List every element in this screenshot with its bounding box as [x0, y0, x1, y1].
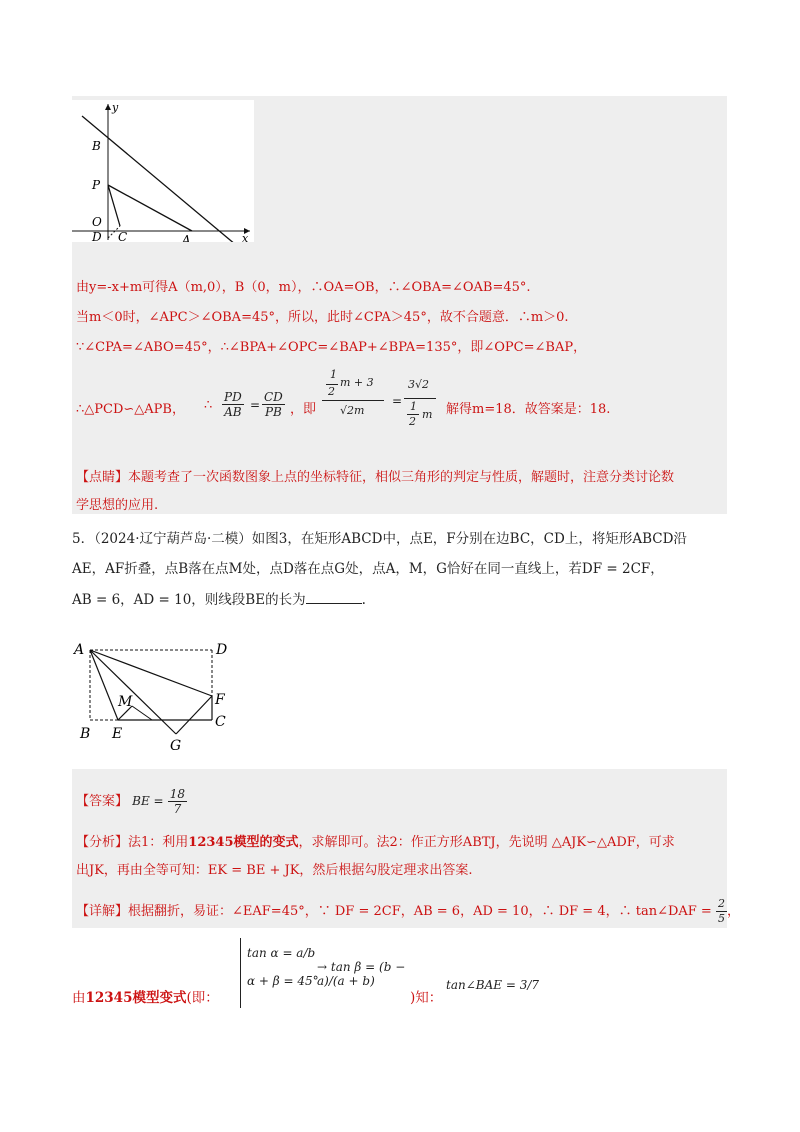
detail-line: 【详解】根据翻折，易证：∠EAF=45°，∵ DF = 2CF，AB = 6，AD = 10，∴ DF = 4，∴ tan∠DAF = $\frac{2}{5}$ ， — [76, 897, 740, 925]
equals-sign-2: = — [392, 394, 403, 408]
label-C: C — [118, 230, 128, 242]
solution-line-1: 由y=-x+m可得A（m,0），B（0，m），∴OA=OB，∴∠OBA=∠OAB=45°. — [76, 280, 531, 295]
fig2-label-C: C — [215, 714, 226, 730]
problem-line-1: 5．（2024·辽宁葫芦岛·二模）如图3，在矩形ABCD中，点E，F分别在边BC，CD上，将矩形ABCD沿 — [72, 531, 687, 547]
answer-tag: 【答案】 — [76, 794, 129, 809]
rectangle-fold-figure — [70, 636, 240, 756]
tan-beta-formula: → tan β = (b − a)/(a + b) — [317, 960, 406, 988]
label-D: D — [92, 230, 102, 242]
fraction-compound-left: 1 2 m + 3 √2m — [322, 368, 388, 430]
therefore-symbol: ∴ — [204, 398, 213, 413]
solution-line-2: 当m＜0时，∠APC＞∠OBA=45°，所以，此时∠CPA＞45°，故不合题意．∴m＞0. — [76, 310, 569, 325]
analysis-line-2: 出JK，再由全等可知：EK = BE + JK，然后根据勾股定理求出答案. — [76, 863, 473, 878]
fraction-pd-ab: $\frac{PD}{AB}$ — [224, 390, 242, 419]
label-y: y — [112, 101, 119, 114]
fig2-label-A: A — [74, 642, 85, 658]
coordinate-figure — [72, 100, 254, 242]
fig2-label-G: G — [170, 738, 182, 754]
model-close: )知： — [410, 990, 443, 1006]
analysis-tag: 【分析】 — [76, 835, 129, 850]
namely-text: ，即 — [290, 402, 317, 417]
comment-tag: 【点睛】 — [76, 470, 129, 485]
fraction-compound-right: 3√2 1 2 m — [404, 374, 440, 434]
label-x: x — [242, 232, 249, 242]
fraction-cd-pb: $\frac{CD}{PB}$ — [264, 390, 283, 419]
fig2-label-B: B — [80, 726, 91, 742]
model-line: 由12345模型变式(即： — [72, 990, 219, 1006]
system-brace — [240, 938, 411, 1008]
answer-line — [76, 787, 187, 816]
system-eq-2: α + β = 45° — [247, 974, 319, 988]
label-B: B — [92, 139, 101, 153]
equals-sign: = — [250, 398, 261, 412]
answer-lhs: BE = — [132, 794, 164, 808]
system-eq-1: tan α = a/b — [247, 946, 316, 960]
fig2-label-E: E — [112, 726, 123, 742]
comment-line-1: 【点睛】本题考查了一次函数图象上点的坐标特征，相似三角形的判定与性质，解题时，注意分类讨论数 — [76, 470, 675, 485]
fig2-label-F: F — [215, 692, 225, 708]
similar-statement: ∴△PCD∽△APB， — [76, 402, 185, 417]
answer-blank — [306, 591, 362, 604]
solution-box — [72, 96, 727, 514]
problem-line-2: AE，AF折叠，点B落在点M处，点D落在点G处，点A，M，G恰好在同一直线上，若DF = 2CF， — [72, 561, 664, 577]
tan-daf-fraction: $\frac{2}{5}$ — [717, 897, 725, 925]
fig2-label-D: D — [216, 642, 228, 658]
label-P: P — [92, 178, 101, 192]
label-A: A — [182, 233, 191, 242]
detail-tag: 【详解】 — [76, 904, 129, 919]
solution-line-3: ∵∠CPA=∠ABO=45°，∴∠BPA+∠OPC=∠BAP+∠BPA=135°，即∠OPC=∠BAP， — [76, 340, 587, 355]
coordinate-graph — [72, 100, 254, 242]
answer-fraction: $\frac{18}{7}$ — [169, 787, 186, 816]
fig2-label-M: M — [118, 694, 133, 710]
tan-bae-result: tan∠BAE = 3/7 — [446, 978, 539, 992]
analysis-line-1: 【分析】法1：利用12345模型的变式，求解即可。法2：作正方形ABTJ，先说明 △AJK∽△ADF，可求 — [76, 835, 675, 850]
answer-box — [72, 769, 740, 928]
problem-line-3: AB = 6，AD = 10，则线段BE的长为 . — [72, 592, 366, 608]
label-O: O — [92, 215, 102, 229]
comment-line-2: 学思想的应用. — [76, 498, 159, 513]
solve-result: 解得m=18．故答案是：18. — [446, 402, 611, 417]
model-name: 12345模型变式 — [85, 990, 187, 1006]
